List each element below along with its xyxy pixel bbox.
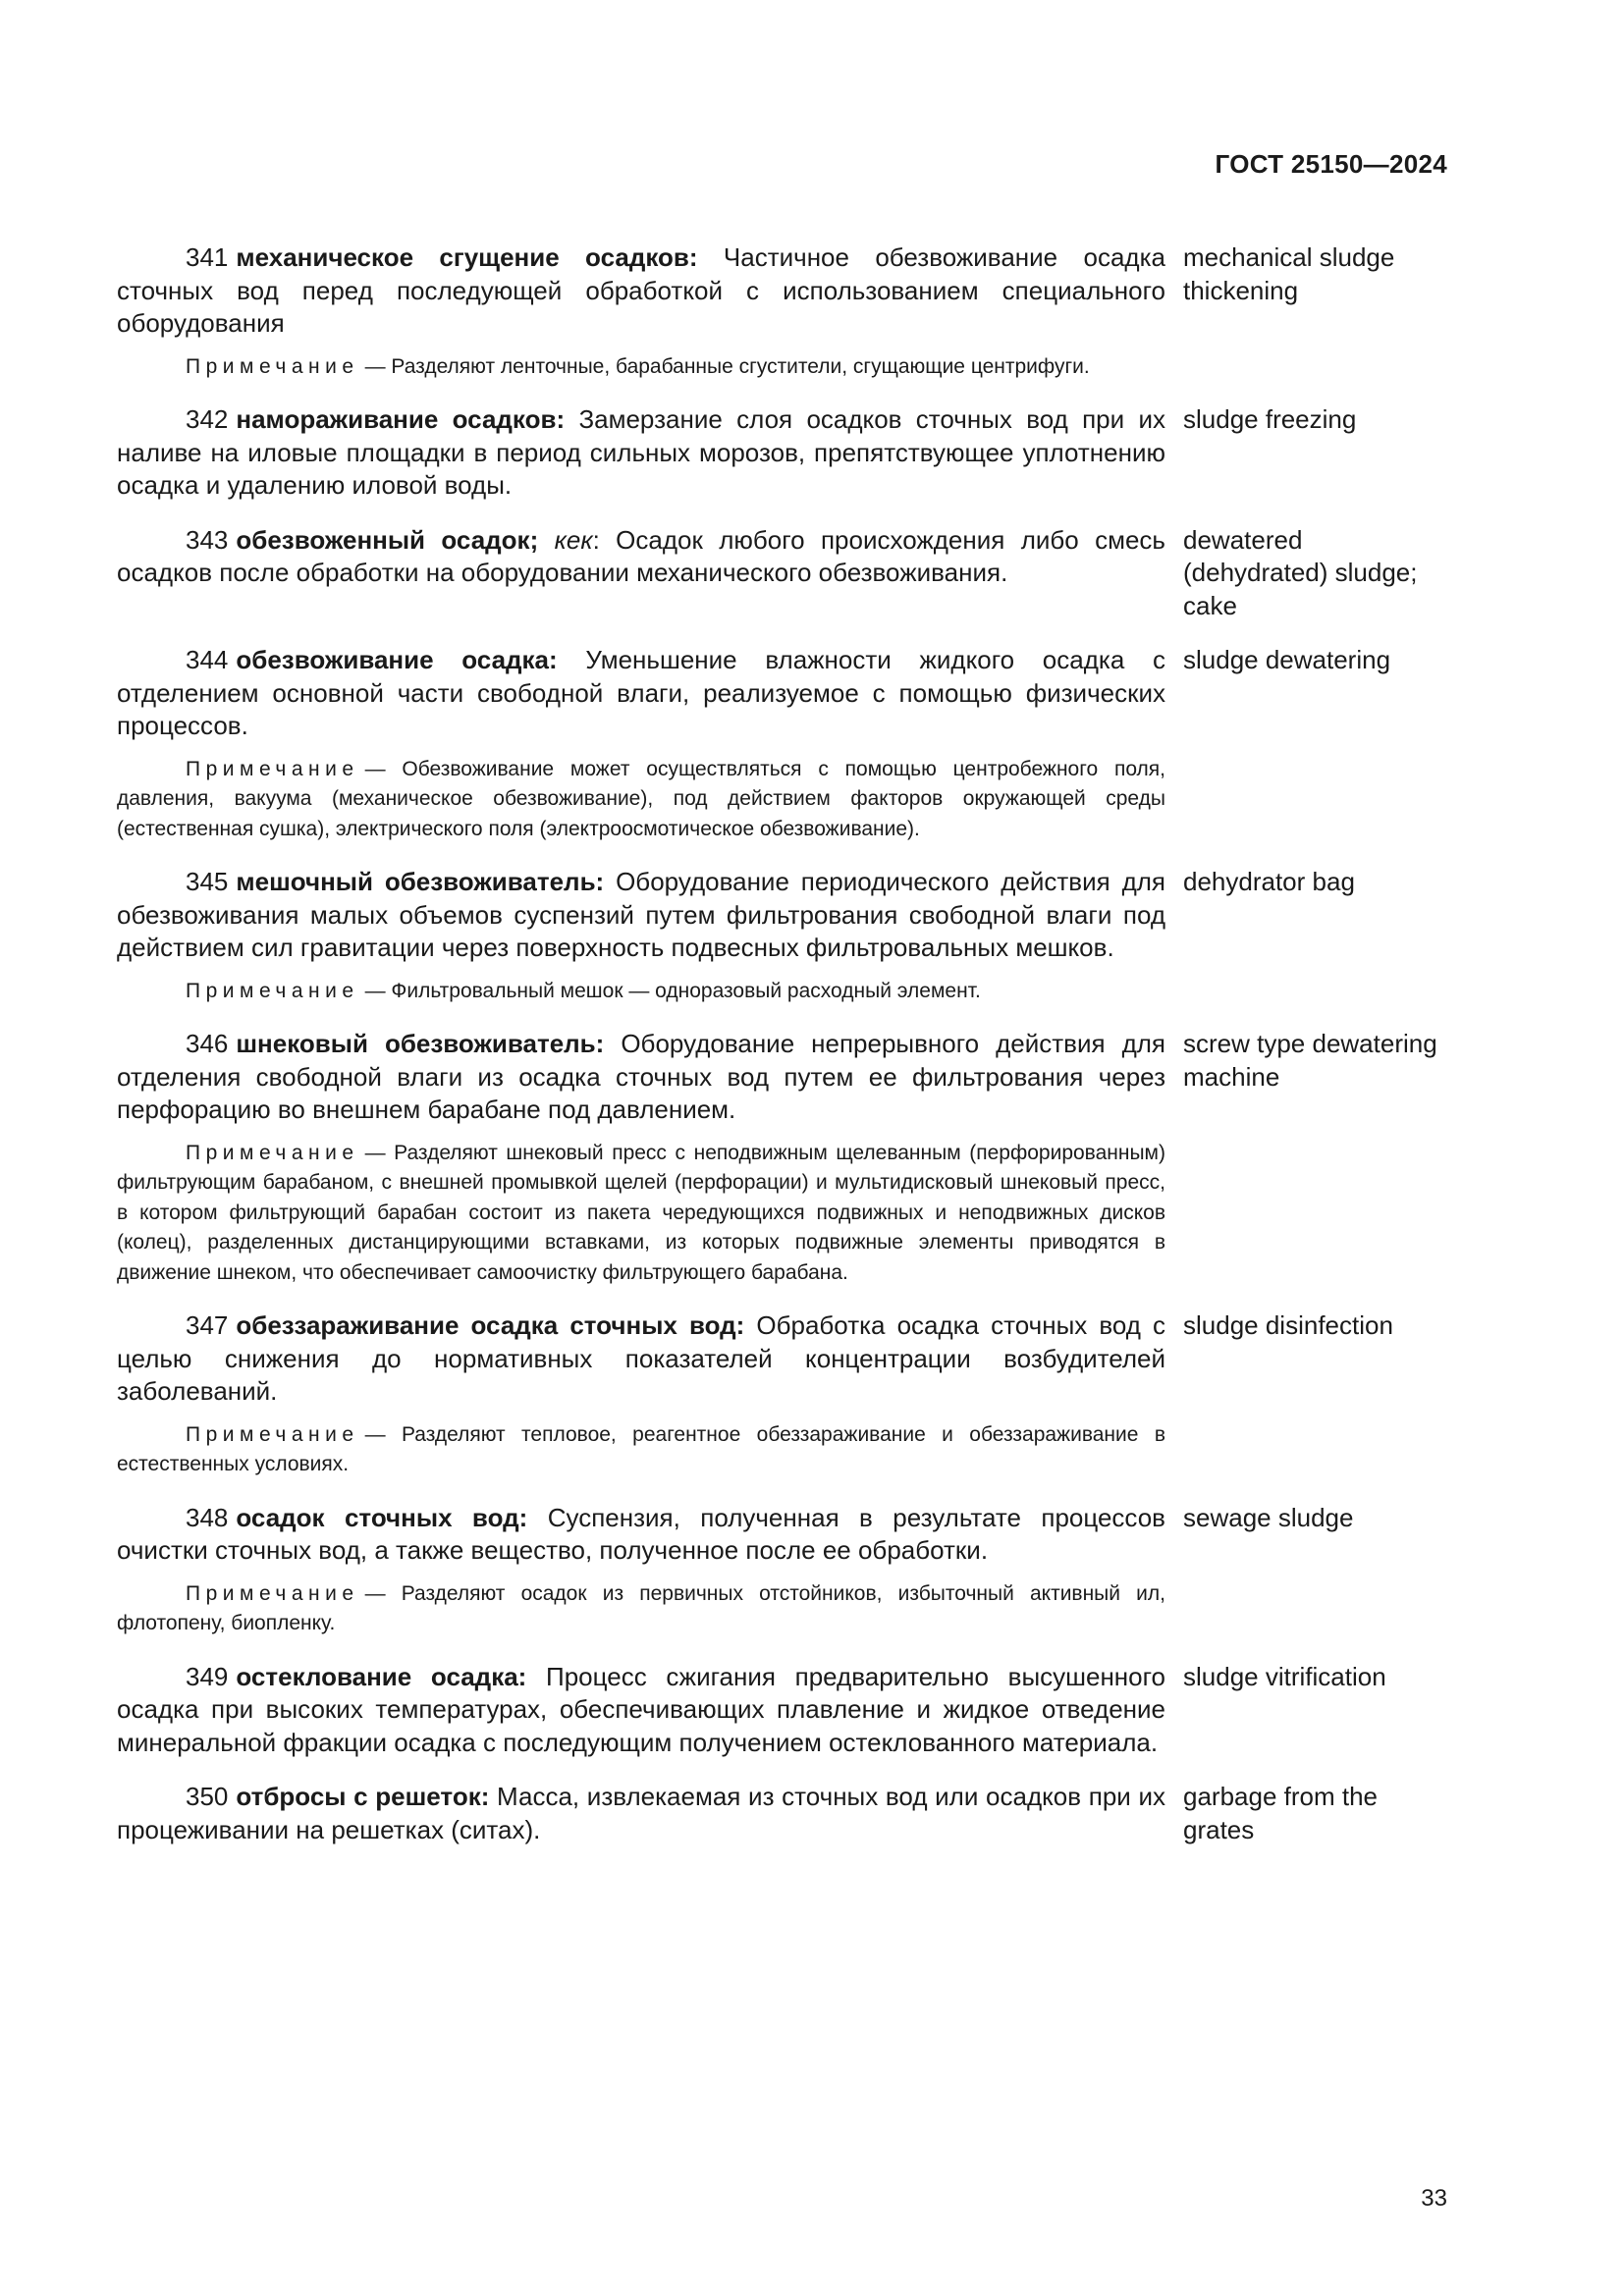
term-number: 343 <box>186 524 229 555</box>
note-label: Примечание <box>186 1141 359 1164</box>
term-name: обеззараживание осадка сточных вод: <box>236 1310 745 1340</box>
term-entry-350 <box>117 1781 1447 1846</box>
definition-text: Оборудование периодического действия для обезвоживания малых объемов суспензий путем фильтрования свободной влаги под действием сил гравитации через поверхность подвесных фильтровальных мешков. <box>117 867 1165 962</box>
note-text: — Разделяют тепловое, реагентное обеззараживание и обеззараживание в естественных условиях. <box>117 1422 1165 1475</box>
term-definition <box>117 1502 1165 1568</box>
term-name: механическое сгущение осадков: <box>236 242 698 272</box>
note-text: — Обезвоживание может осуществляться с помощью центробежного поля, давления, вакуума (механическое обезвоживание), под действием факторов окружающей среды (естественная сушка), электрического поля (электроосмотическое обезвоживание). <box>117 757 1165 840</box>
term-ru-column <box>117 644 1165 844</box>
term-entry-341 <box>117 241 1447 382</box>
term-name: намораживание осадков: <box>236 404 566 434</box>
term-name: отбросы с решеток: <box>236 1782 490 1811</box>
term-name: обезвоженный осадок; <box>236 524 539 555</box>
definition-text: Обработка осадка сточных вод с целью снижения до нормативных показателей концентрации возбудителей заболеваний. <box>117 1310 1165 1406</box>
term-ru-column <box>117 1028 1165 1288</box>
term-ru-column <box>117 1781 1165 1846</box>
note-text: — Разделяют ленточные, барабанные сгустители, сгущающие центрифуги. <box>364 354 1090 378</box>
term-ru-column <box>117 1309 1165 1480</box>
term-number: 348 <box>186 1502 229 1532</box>
term-definition <box>117 524 1165 590</box>
term-number: 344 <box>186 645 229 674</box>
term-name: шнековый обезвоживатель: <box>236 1029 605 1058</box>
term-english: screw type dewatering machine <box>1183 1029 1437 1092</box>
term-english: sewage sludge <box>1183 1502 1354 1532</box>
note-label: Примечание <box>186 354 359 378</box>
term-note <box>117 352 1165 383</box>
term-english: dehydrator bag <box>1183 867 1355 896</box>
term-name: обезвоживание осадка: <box>236 645 558 674</box>
note-label: Примечание <box>186 1422 359 1446</box>
term-ru-column <box>117 1661 1165 1760</box>
term-note <box>117 1139 1165 1289</box>
term-definition <box>117 1781 1165 1846</box>
term-english: dewatered (dehydrated) sludge; cake <box>1183 524 1418 620</box>
term-english: sludge disinfection <box>1183 1310 1393 1340</box>
term-english: garbage from the grates <box>1183 1782 1379 1844</box>
term-definition <box>117 1309 1165 1409</box>
definition-text: Замерзание слоя осадков сточных вод при их наливе на иловые площадки в период сильных морозов, препятствующее уплотнению осадка и удалению иловой воды. <box>117 404 1165 500</box>
term-entry-342 <box>117 403 1447 503</box>
note-text: — Разделяют шнековый пресс с неподвижным щелеванным (перфорированным) фильтрующим барабаном, с внешней промывкой щелей (перфорации) и мультидисковый шнековый пресс, в котором фильтрующий барабан состоит из пакета чередующихся подвижных и неподвижных дисков (колец), разделенных дистанцирующими вставками, из которых подвижные элементы приводятся в движение шнеком, что обеспечивает самоочистку фильтрующего барабана. <box>117 1141 1165 1284</box>
term-name: осадок сточных вод: <box>236 1502 528 1532</box>
term-name: мешочный обезвоживатель: <box>236 867 605 896</box>
term-entry-343 <box>117 524 1447 623</box>
definition-text: Масса, извлекаемая из сточных вод или осадков при их процеживании на решетках (ситах). <box>117 1782 1165 1844</box>
term-number: 342 <box>186 404 229 434</box>
term-entry-349 <box>117 1661 1447 1760</box>
definition-text: Уменьшение влажности жидкого осадка с отделением основной части свободной влаги, реализуемое с помощью физических процессов. <box>117 645 1165 740</box>
definition-text: Оборудование непрерывного действия для отделения свободной влаги из осадка сточных вод путем ее фильтрования через перфорацию во внешнем барабане под давлением. <box>117 1029 1166 1124</box>
term-ru-column <box>117 524 1165 623</box>
term-number: 347 <box>186 1310 229 1340</box>
term-synonym: кек <box>554 524 593 555</box>
term-number: 345 <box>186 867 229 896</box>
term-definition <box>117 241 1165 341</box>
page-number: 33 <box>1421 2185 1447 2212</box>
note-text: — Фильтровальный мешок — одноразовый расходный элемент. <box>364 979 981 1002</box>
term-number: 350 <box>186 1782 229 1811</box>
term-entry-346 <box>117 1028 1447 1288</box>
term-number: 341 <box>186 242 229 272</box>
term-note <box>117 1579 1165 1639</box>
term-note <box>117 977 1165 1007</box>
term-definition <box>117 866 1165 965</box>
term-note <box>117 755 1165 845</box>
term-entry-345 <box>117 866 1447 1006</box>
term-name: остеклование осадка: <box>236 1661 527 1691</box>
term-ru-column <box>117 403 1165 503</box>
term-entry-344 <box>117 644 1447 844</box>
term-entry-347 <box>117 1309 1447 1480</box>
term-entry-348 <box>117 1502 1447 1639</box>
term-english: sludge vitrification <box>1183 1661 1386 1691</box>
definition-text: Процесс сжигания предварительно высушенного осадка при высоких температурах, обеспечивающих плавление и жидкое отведение минеральной фракции осадка с последующим получением остеклованного материала. <box>117 1661 1165 1757</box>
term-ru-column <box>117 1502 1165 1639</box>
note-label: Примечание <box>186 979 359 1002</box>
note-label: Примечание <box>186 757 359 780</box>
term-ru-column <box>117 866 1165 1006</box>
document-header: ГОСТ 25150—2024 <box>1215 149 1447 179</box>
term-english: sludge freezing <box>1183 404 1357 434</box>
term-english: sludge dewatering <box>1183 645 1391 674</box>
terms-list <box>117 241 1447 1868</box>
term-definition <box>117 1661 1165 1760</box>
definition-text: : Осадок любого происхождения либо смесь осадков после обработки на оборудовании механического обезвоживания. <box>117 524 1165 587</box>
term-definition <box>117 403 1165 503</box>
note-label: Примечание <box>186 1581 359 1605</box>
term-definition <box>117 644 1165 743</box>
term-ru-column <box>117 241 1165 382</box>
term-number: 346 <box>186 1029 229 1058</box>
term-english: mechanical sludge thickening <box>1183 242 1395 305</box>
definition-text: Суспензия, полученная в результате процессов очистки сточных вод, а также вещество, полученное после ее обработки. <box>117 1502 1165 1565</box>
term-number: 349 <box>186 1661 229 1691</box>
term-note <box>117 1420 1165 1480</box>
note-text: — Разделяют осадок из первичных отстойников, избыточный активный ил, флотопену, биопленку. <box>117 1581 1165 1634</box>
definition-text: Частичное обезвоживание осадка сточных вод перед последующей обработкой с использованием специального оборудования <box>117 242 1165 338</box>
term-definition <box>117 1028 1165 1127</box>
